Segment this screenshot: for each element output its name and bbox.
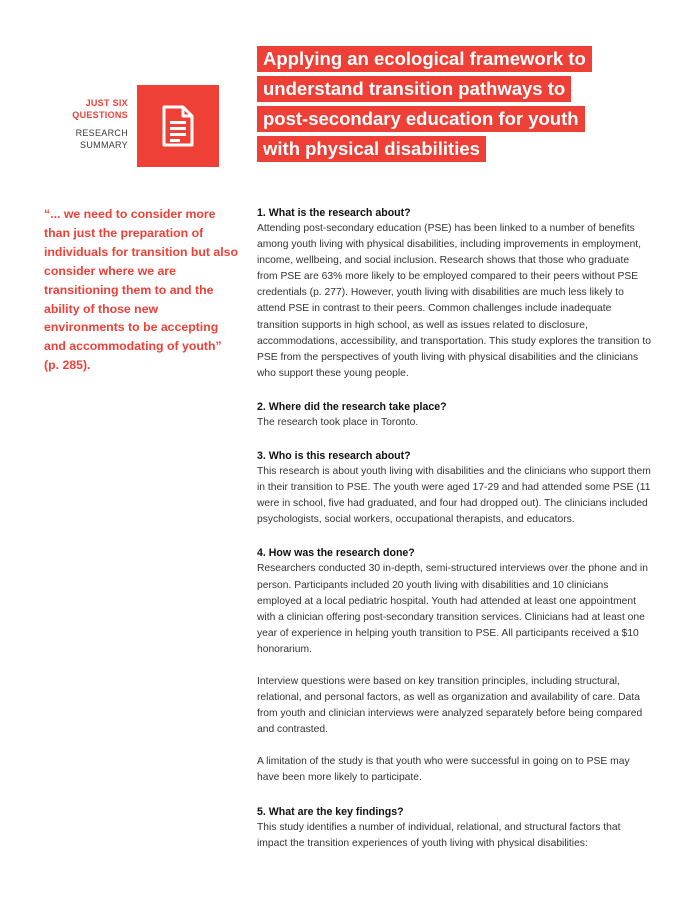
document-icon-box bbox=[137, 85, 219, 167]
section-paragraph: Attending post-secondary education (PSE) has been linked to a number of benefits among youth living with physical disabilities, including improvements in employment, income, wellbeing, and social inclusion. Research shows that those who graduate from PSE are 63% more likely to be employed compared to their peers without PSE credentials (p. 277). However, youth living with disabilities are much less likely to attend PSE in contrast to their peers. Common challenges include inadequate transition supports in high school, as well as issues related to disclosure, accommodations, accessibility, and transportation. This study explores the transition to PSE from the perspectives of youth living with physical disabilities and the clinicians who support these young people. bbox=[257, 223, 651, 379]
section-findings bbox=[257, 804, 652, 852]
section-heading: 3. Who is this research about? bbox=[257, 450, 411, 463]
section-heading: 1. What is the research about? bbox=[257, 207, 411, 219]
document-icon bbox=[160, 105, 196, 147]
section-paragraph: This research is about youth living with disabilities and the clinicians who support them in their transition to PSE. The youth were aged 17-29 and had attended some PSE (11 were in school, five had graduated, and four had dropped out). The clinicians included psychologists, social workers, occupational therapists, and educators. bbox=[257, 466, 651, 526]
section-paragraph: A limitation of the study is that youth who were successful in going on to PSE may have been more likely to participate. bbox=[257, 756, 630, 784]
title-line: understand transition pathways to bbox=[257, 76, 571, 102]
section-paragraph: This study identifies a number of individual, relational, and structural factors that impact the transition experiences of youth living with physical disabilities: bbox=[257, 821, 621, 849]
section-paragraph: Interview questions were based on key transition principles, including structural, relational, and personal factors, as well as organization and availability of care. Data from youth and clinician interviews were analyzed separately before being compared and contrasted. bbox=[257, 675, 643, 736]
title-line: post-secondary education for youth bbox=[257, 106, 585, 132]
section-paragraph: The research took place in Toronto. bbox=[257, 416, 419, 428]
research-summary-label: RESEARCH SUMMARY bbox=[75, 128, 128, 150]
series-label: JUST SIX QUESTIONS bbox=[72, 98, 128, 120]
pull-quote: “... we need to consider more than just the preparation of individuals for transition but also consider where we are transitioning them to and the ability of those new environments to be accepting and accommodating of youth” (p. 285). bbox=[44, 207, 239, 373]
section-heading: 5. What are the key findings? bbox=[257, 805, 404, 818]
page-title bbox=[257, 46, 587, 166]
section-what bbox=[257, 205, 652, 382]
brand-label bbox=[40, 97, 128, 151]
section-how bbox=[257, 545, 652, 786]
section-paragraph: Researchers conducted 30 in-depth, semi-structured interviews over the phone and in person. Participants included 20 youth living with disabilities and 10 clinicians employed at a local pediatric hospital. Youth had attended at least one appointment with a clinician offering post-secondary transition services. Clinicians had at least one year of experience in helping youth transition to PSE. All participants received a $10 honorarium. bbox=[257, 563, 648, 655]
section-who bbox=[257, 448, 652, 528]
title-line: Applying an ecological framework to bbox=[257, 46, 592, 72]
section-heading: 4. How was the research done? bbox=[257, 547, 415, 560]
title-line: with physical disabilities bbox=[257, 136, 486, 162]
section-where bbox=[257, 399, 652, 431]
section-heading: 2. Where did the research take place? bbox=[257, 400, 447, 413]
summary-body bbox=[257, 205, 652, 869]
